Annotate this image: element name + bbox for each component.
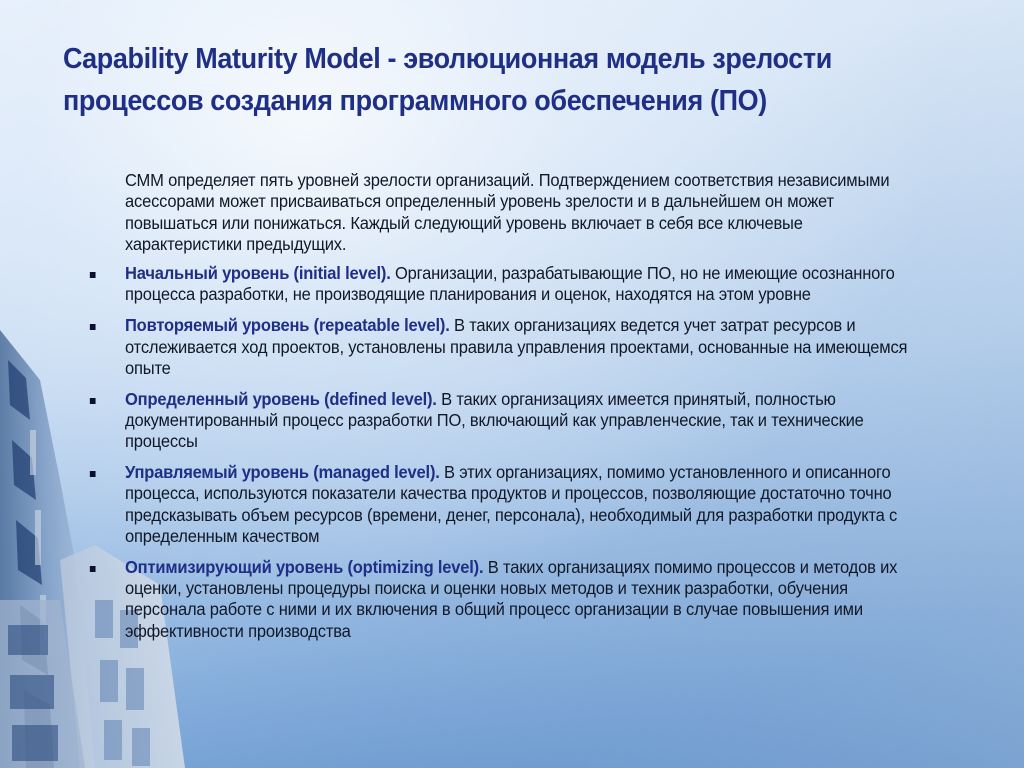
bullet-icon <box>90 324 96 330</box>
slide-body <box>125 170 918 651</box>
level-name: Начальный уровень (initial level). <box>125 263 395 284</box>
maturity-levels-list <box>125 263 918 642</box>
level-description: Организации, разрабатывающие ПО, но не имеющие осознанного процесса разработки, не производящие планирования и оценок, находятся на этом уровне <box>125 263 895 305</box>
level-item-optimizing <box>125 557 918 642</box>
level-name: Управляемый уровень (managed level). <box>125 462 445 483</box>
bullet-icon <box>90 471 96 477</box>
bullet-icon <box>90 272 96 278</box>
level-description: В таких организациях ведется учет затрат ресурсов и отслеживается ход проектов, установлены правила управления проектами, основанные на имеющемся опыте <box>125 315 908 378</box>
level-item-initial <box>125 263 918 306</box>
level-name: Оптимизирующий уровень (optimizing level). <box>125 556 488 577</box>
bullet-icon <box>90 398 96 404</box>
level-item-managed <box>125 462 918 547</box>
level-description: В этих организациях, помимо установленного и описанного процесса, используются показатели качества продуктов и процессов, позволяющие достаточно точно предсказывать объем ресурсов (времени, денег, персонала), необходимый для разработки продукта с определенным качеством <box>125 462 898 546</box>
bullet-icon <box>90 566 96 572</box>
level-item-defined <box>125 389 918 453</box>
level-description: В таких организациях помимо процессов и методов их оценки, установлены процедуры поиска и оценки новых методов и техник разработки, обучения персонала работе с ними и их включения в общий процесс организации в случае повышения ими эффективности производства <box>125 556 898 641</box>
level-name: Повторяемый уровень (repeatable level). <box>125 315 455 336</box>
level-description: В таких организациях имеется принятый, полностью документированный процесс разработки ПО, включающий как управленческие, так и технические процессы <box>125 388 864 452</box>
intro-paragraph: СММ определяет пять уровней зрелости организаций. Подтверждением соответствия независимыми асессорами может присваиваться определенный уровень зрелости и в дальнейшем он может повышаться или понижаться. Каждый следующий уровень включает в себя все ключевые характеристики предыдущих. <box>125 170 890 254</box>
slide-title: Capability Maturity Model - эволюционная модель зрелости процессов создания программного обеспечения (ПО) <box>63 43 832 117</box>
level-name: Определенный уровень (defined level). <box>125 388 442 409</box>
level-item-repeatable <box>125 315 918 379</box>
